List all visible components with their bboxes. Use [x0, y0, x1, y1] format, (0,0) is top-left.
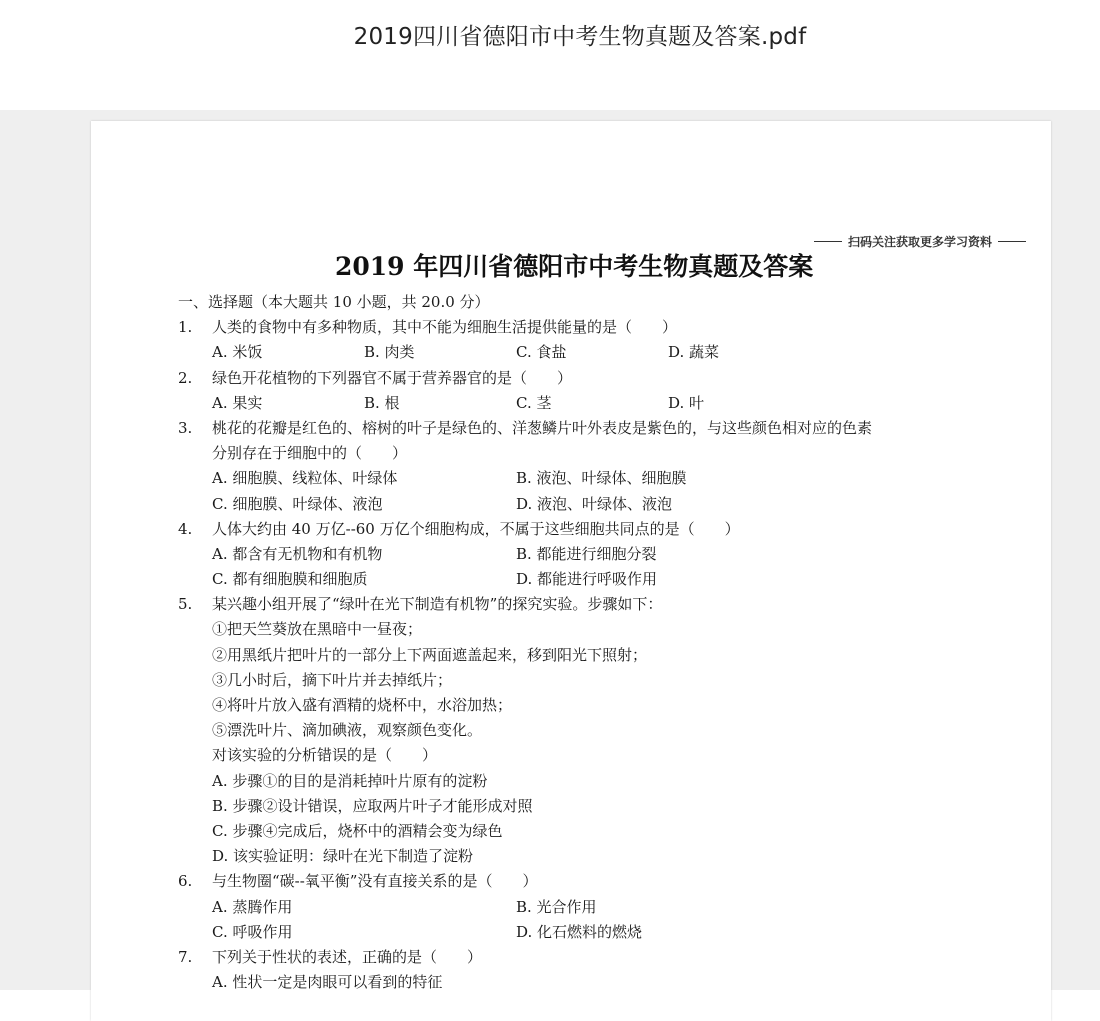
banner-text: 扫码关注获取更多学习资料 [848, 235, 993, 249]
question-text: 人类的食物中有多种物质，其中不能为细胞生活提供能量的是（ ） [212, 318, 678, 337]
option: D. 化石燃料的燃烧 [516, 922, 643, 941]
question-stem [178, 366, 1038, 391]
question-number: 5. [178, 595, 193, 614]
option: D. 都能进行呼吸作用 [516, 570, 658, 589]
question-text: 某兴趣小组开展了“绿叶在光下制造有机物”的探究实验。步骤如下： [212, 595, 663, 614]
option-row [178, 542, 1038, 567]
option: A. 性状一定是肉眼可以看到的特征 [212, 973, 443, 992]
experiment-step: ①把天竺葵放在黑暗中一昼夜； [212, 620, 423, 639]
banner-rule-right [998, 241, 1026, 242]
question-stem [178, 315, 1038, 340]
question-text: 桃花的花瓣是红色的、榕树的叶子是绿色的、洋葱鳞片叶外表皮是紫色的，与这些颜色相对应的色素 [212, 418, 873, 437]
option-row [178, 391, 1038, 416]
question-text: 绿色开花植物的下列器官不属于营养器官的是（ ） [212, 368, 573, 387]
title-bar [0, 0, 1100, 110]
question-stem [178, 517, 1038, 542]
option: C. 食盐 [516, 343, 567, 362]
experiment-step: ③几小时后，摘下叶片并去掉纸片； [212, 670, 453, 689]
option: B. 步骤②设计错误，应取两片叶子才能形成对照 [212, 796, 533, 815]
exam-body [178, 290, 1038, 995]
option-row [178, 567, 1038, 592]
option-row [178, 895, 1038, 920]
option: D. 该实验证明：绿叶在光下制造了淀粉 [212, 847, 474, 866]
option: A. 米饭 [212, 343, 263, 362]
question-number: 6. [178, 872, 193, 891]
option: D. 液泡、叶绿体、液泡 [516, 494, 673, 513]
question-text: 与生物圈“碳--氧平衡”没有直接关系的是（ ） [212, 872, 538, 891]
option: C. 细胞膜、叶绿体、液泡 [212, 494, 383, 513]
document-file-title: 2019四川省德阳市中考生物真题及答案.pdf [353, 24, 807, 50]
option-row [178, 466, 1038, 491]
option: D. 叶 [668, 393, 705, 412]
option: A. 步骤①的目的是消耗掉叶片原有的淀粉 [212, 771, 488, 790]
qr-banner [808, 233, 1032, 250]
experiment-step: ④将叶片放入盛有酒精的烧杯中，水浴加热； [212, 696, 513, 714]
option: B. 都能进行细胞分裂 [516, 544, 657, 563]
option: B. 肉类 [364, 343, 415, 362]
option: C. 步骤④完成后，烧杯中的酒精会变为绿色 [212, 821, 503, 840]
section-heading: 一、选择题（本大题共 10 小题，共 20.0 分） [178, 293, 490, 311]
option-row [178, 340, 1038, 365]
question-stem [178, 416, 1038, 441]
banner-rule-left [814, 241, 842, 242]
exam-heading: 2019 年四川省德阳市中考生物真题及答案 [335, 252, 814, 281]
option: B. 根 [364, 393, 400, 412]
question-text: 人体大约由 40 万亿--60 万亿个细胞构成，不属于这些细胞共同点的是（ ） [212, 519, 740, 538]
option-row [178, 920, 1038, 945]
option: B. 液泡、叶绿体、细胞膜 [516, 469, 687, 488]
option: C. 都有细胞膜和细胞质 [212, 570, 368, 589]
experiment-step: ②用黑纸片把叶片的一部分上下两面遮盖起来，移到阳光下照射； [212, 645, 648, 664]
option: A. 蒸腾作用 [212, 897, 293, 916]
question-number: 2. [178, 368, 193, 387]
option: D. 蔬菜 [668, 343, 720, 362]
question-text: 下列关于性状的表述，正确的是（ ） [212, 947, 483, 966]
option: C. 茎 [516, 393, 552, 412]
option-row [178, 492, 1038, 517]
option: C. 呼吸作用 [212, 922, 293, 941]
question-stem [178, 592, 1038, 617]
question-number: 1. [178, 318, 193, 337]
question-number: 4. [178, 519, 193, 538]
question-stem [178, 869, 1038, 894]
question-prompt: 对该实验的分析错误的是（ ） [212, 746, 438, 765]
experiment-step: ⑤漂洗叶片、滴加碘液，观察颜色变化。 [212, 721, 483, 740]
question-number: 3. [178, 418, 193, 437]
option: A. 细胞膜、线粒体、叶绿体 [212, 469, 398, 488]
option: B. 光合作用 [516, 897, 597, 916]
question-text-continued: 分别存在于细胞中的（ ） [212, 444, 408, 463]
option: A. 都含有无机物和有机物 [212, 544, 383, 563]
question-stem [178, 945, 1038, 970]
option: A. 果实 [212, 393, 263, 412]
question-number: 7. [178, 947, 193, 966]
